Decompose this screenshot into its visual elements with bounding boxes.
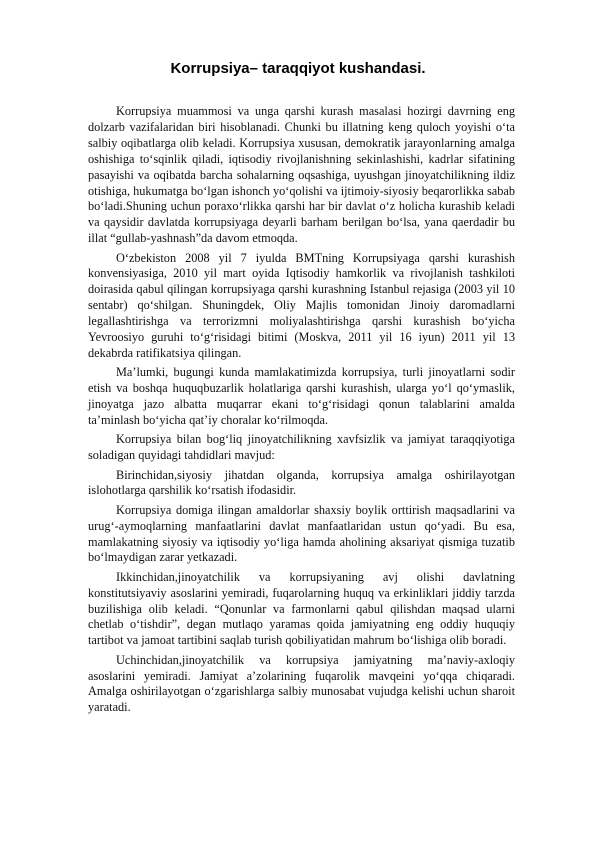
- paragraph-5: Birinchidan,siyosiy jihatdan olganda, korrupsiya amalga oshirilayotgan islohotlarga qarshilik ko‘rsatish ifodasidir.: [88, 467, 515, 498]
- document-body: [88, 104, 515, 716]
- document-title: Korrupsiya– taraqqiyot kushandasi.: [170, 60, 426, 77]
- paragraph-4: Korrupsiya bilan bog‘liq jinoyatchilikning xavfsizlik va jamiyat taraqqiyotiga soladigan quyidagi tahdidlari mavjud:: [88, 432, 515, 463]
- paragraph-6: Korrupsiya domiga ilingan amaldorlar shaxsiy boylik orttirish maqsadlarini va urug‘-aymoqlarning manfaatlarini davlat manfaatlaridan ustun qo‘yadi. Bu esa, mamlakatning siyosiy va iqtisodiy yo‘liga hamda aholining aksariyat qismiga tuzatib bo‘lmaydigan zarar yetkazadi.: [88, 502, 515, 565]
- paragraph-1: Korrupsiya muammosi va unga qarshi kurash masalasi hozirgi davrning eng dolzarb vazifalaridan biri hisoblanadi. Chunki bu illatning keng quloch yoyishi o‘ta salbiy oqibatlarga olib keladi. Korrupsiya xususan, demokratik jarayonlarning amalga oshishiga to‘sqinlik qiladi, iqtisodiy rivojlanishning sekinlashishi, kadrlar sifatining pasayishi va oqibatda barcha sohalarning oqsashiga, uyushgan jinoyatchilikning ildiz otishiga, hukumatga bo‘lgan ishonch yo‘qolishi va ijtimoiy-siyosiy beqarorlikka sabab bo‘ladi.Shuning uchun poraxo‘rlikka qarshi har bir davlat o‘z holicha kurashib keladi va qaysidir davlatda korrupsiyaga deyarli barham berilgan bo‘lsa, yana qaerdadir bu illat “gullab-yashnash”da davom etmoqda.: [88, 104, 515, 246]
- paragraph-8: Uchinchidan,jinoyatchilik va korrupsiya jamiyatning ma’naviy-axloqiy asoslarini yemiradi. Jamiyat a’zolarining fuqarolik mavqeini yo‘qqa chiqaradi. Amalga oshirilayotgan o‘zgarishlarga salbiy munosabat vujudga kelishi uchun sharoit yaratadi.: [88, 652, 515, 715]
- paragraph-7: Ikkinchidan,jinoyatchilik va korrupsiyaning avj olishi davlatning konstitutsiyaviy asoslarini yemiradi, fuqarolarning huquq va erkinliklari jiddiy tarzda buzilishiga olib keladi. “Qonunlar va farmonlarni qabul qilishdan maqsad ularni chetlab o‘tishdir”, degan mutlaqo yaramas qoida jamiyatning eng oddiy huquqiy tartibot va jamoat tartibini saqlab turish qobiliyatidan mahrum bo‘lishiga olib boradi.: [88, 569, 515, 648]
- paragraph-3: Ma’lumki, bugungi kunda mamlakatimizda korrupsiya, turli jinoyatlarni sodir etish va boshqa huquqbuzarlik holatlariga qarshi kurashish, ularga yo‘l qo‘ymaslik, jinoyatga jazo albatta muqarrar ekani to‘g‘risidagi qonun talablarini amalda ta’minlash bo‘yicha qat’iy choralar ko‘rilmoqda.: [88, 365, 515, 427]
- paragraph-2: O‘zbekiston 2008 yil 7 iyulda BMTning Korrupsiyaga qarshi kurashish konvensiyasiga, 2010 yil mart oyida Iqtisodiy hamkorlik va rivojlanish tashkiloti doirasida qabul qilingan korrupsiyaga qarshi kurashning Istanbul rejasiga (2003 yil 10 sentabr) qo‘shilgan. Shuningdek, Oliy Majlis tomonidan Jinoiy daromadlarni legallashtirishga va terrorizmni moliyalashtirishga qarshi kurashish bo‘yicha Yevroosiyo guruhi to‘g‘risidagi bitimi (Moskva, 2011 yil 16 iyun) 2011 yil 13 dekabrda ratifikatsiya qilingan.: [88, 250, 515, 360]
